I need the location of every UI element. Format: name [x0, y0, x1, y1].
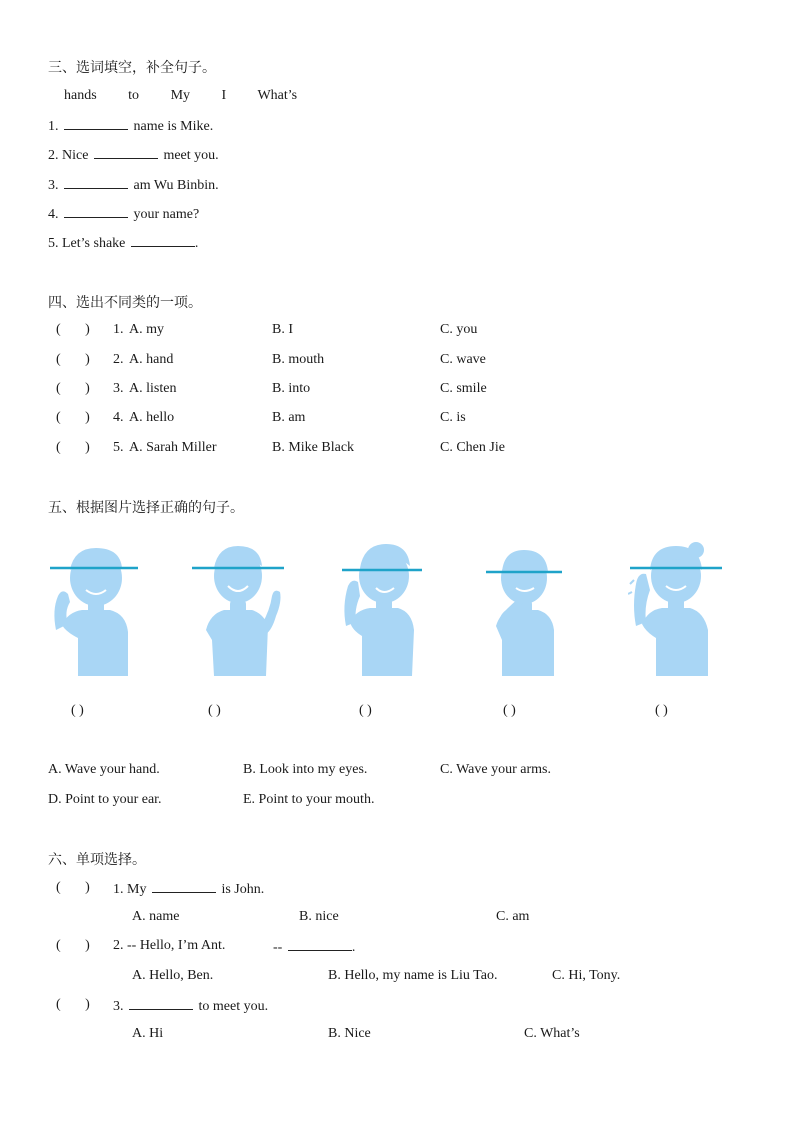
answer-blank[interactable] [152, 880, 216, 893]
answer-bracket[interactable]: ( ) [56, 381, 90, 396]
boy-pointing-eyes-image [340, 540, 424, 680]
option-a: A. Hi [132, 1026, 164, 1041]
answer-blank[interactable] [64, 205, 128, 218]
option-a: A. Hello, Ben. [132, 968, 214, 983]
option-c: C. am [496, 909, 530, 924]
option-c: C. wave [440, 352, 486, 367]
word-bank-item: hands [64, 88, 97, 103]
item-text: meet you. [163, 148, 219, 163]
section3-title: 三、选词填空，补全句子。 [48, 60, 216, 76]
option-b: B. nice [299, 909, 339, 924]
option-c: C. is [440, 410, 466, 425]
section6-title: 六、单项选择。 [48, 852, 146, 868]
item-number: 4. [48, 207, 59, 222]
answer-blank[interactable] [64, 176, 128, 189]
option-b: B. mouth [272, 352, 325, 367]
item-text: My [127, 882, 147, 897]
word-bank-item: What’s [257, 88, 298, 103]
option-a: A. name [132, 909, 180, 924]
item-text: Let’s shake [62, 236, 126, 251]
fill-item-3 [48, 176, 219, 194]
sentence-option-b: B. Look into my eyes. [243, 762, 368, 777]
item-text: name is Mike. [133, 119, 214, 134]
item-text: your name? [133, 207, 200, 222]
item-number: 5. [113, 440, 124, 455]
option-b: B. am [272, 410, 306, 425]
answer-blank[interactable] [288, 938, 352, 951]
answer-blank[interactable] [131, 234, 195, 247]
item-number: 2. [113, 938, 124, 953]
item-number: 3. [113, 381, 124, 396]
answer-blank[interactable] [94, 146, 158, 159]
picture-answer-bracket[interactable]: ( ) [655, 703, 668, 718]
item-text: -- [273, 940, 283, 955]
fill-item-5 [48, 234, 198, 252]
girl-waving-arms-image [628, 540, 724, 680]
answer-blank[interactable] [64, 117, 128, 130]
boy-waving-hand-image [190, 540, 286, 680]
answer-bracket[interactable]: ( ) [56, 322, 90, 337]
item-number: 4. [113, 410, 124, 425]
fill-item-1 [48, 117, 213, 135]
item-number: 1. [113, 882, 124, 897]
picture-answer-bracket[interactable]: ( ) [359, 703, 372, 718]
option-b: B. Nice [328, 1026, 371, 1041]
item-number: 2. [48, 148, 59, 163]
item-number: 3. [113, 999, 124, 1014]
option-c: C. you [440, 322, 478, 337]
question-text [113, 997, 268, 1015]
picture-answer-bracket[interactable]: ( ) [208, 703, 221, 718]
item-number: 3. [48, 178, 59, 193]
answer-bracket[interactable]: ( ) [56, 997, 90, 1012]
sentence-option-d: D. Point to your ear. [48, 792, 162, 807]
word-bank-item: My [170, 88, 191, 103]
sentence-option-a: A. Wave your hand. [48, 762, 160, 777]
question-text [113, 880, 264, 898]
question-text [113, 938, 225, 954]
answer-bracket[interactable]: ( ) [56, 440, 90, 455]
section5-title: 五、根据图片选择正确的句子。 [48, 500, 244, 516]
picture-answer-bracket[interactable]: ( ) [503, 703, 516, 718]
item-number: 1. [48, 119, 59, 134]
word-bank [64, 88, 297, 104]
picture-answer-bracket[interactable]: ( ) [71, 703, 84, 718]
option-c: C. smile [440, 381, 487, 396]
item-text: Nice [62, 148, 89, 163]
word-bank-item: I [221, 88, 227, 103]
option-a: A. Sarah Miller [129, 440, 217, 455]
question-response [273, 938, 355, 956]
option-b: B. I [272, 322, 293, 337]
item-text: to meet you. [198, 999, 269, 1014]
answer-bracket[interactable]: ( ) [56, 410, 90, 425]
section4-title: 四、选出不同类的一项。 [48, 295, 202, 311]
answer-blank[interactable] [129, 997, 193, 1010]
option-a: A. hand [129, 352, 174, 367]
option-a: A. hello [129, 410, 175, 425]
option-c: C. Hi, Tony. [552, 968, 621, 983]
boy-pointing-ear-image [48, 540, 140, 680]
sentence-option-e: E. Point to your mouth. [243, 792, 375, 807]
item-text: am Wu Binbin. [133, 178, 219, 193]
answer-bracket[interactable]: ( ) [56, 880, 90, 895]
sentence-option-c: C. Wave your arms. [440, 762, 551, 777]
option-b: B. Mike Black [272, 440, 355, 455]
item-text: . [194, 236, 199, 251]
option-b: B. Hello, my name is Liu Tao. [328, 968, 498, 983]
option-c: C. Chen Jie [440, 440, 505, 455]
option-a: A. listen [129, 381, 177, 396]
answer-bracket[interactable]: ( ) [56, 938, 90, 953]
option-a: A. my [129, 322, 164, 337]
option-c: C. What’s [524, 1026, 580, 1041]
fill-item-4 [48, 205, 199, 223]
item-text: is John. [221, 882, 265, 897]
word-bank-item: to [128, 88, 140, 103]
item-number: 2. [113, 352, 124, 367]
girl-pointing-mouth-image [484, 540, 564, 680]
item-text: . [351, 940, 356, 955]
answer-bracket[interactable]: ( ) [56, 352, 90, 367]
option-b: B. into [272, 381, 311, 396]
item-number: 5. [48, 236, 59, 251]
item-number: 1. [113, 322, 124, 337]
fill-item-2 [48, 146, 219, 164]
item-text: -- Hello, I’m Ant. [127, 938, 226, 953]
